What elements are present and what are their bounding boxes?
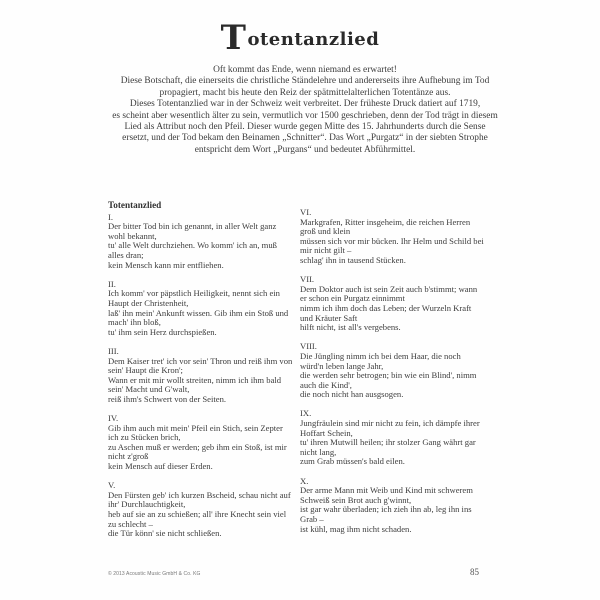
stanza xyxy=(300,342,525,400)
stanza-line: Schweiß sein Brot auch g'winnt, xyxy=(300,494,412,505)
stanza xyxy=(300,409,525,467)
stanza-line: die werden sehr betrogen; bin wie ein Blind', nimm xyxy=(300,370,477,381)
title-initial: T xyxy=(220,18,247,58)
stanza-line: Markgrafen, Ritter insgeheim, die reichen Herren xyxy=(300,216,471,227)
stanza-line: zum Grab müssen's bald eilen. xyxy=(300,456,405,467)
stanza-line: laß' ihn mein' Ankunft wissen. Gib ihm ein Stoß und xyxy=(108,307,289,318)
stanza-number: IX. xyxy=(300,408,312,419)
stanza-number: II. xyxy=(108,278,116,289)
page-title xyxy=(0,18,600,58)
stanza-line: nimm ich ihm doch das Leben; der Wurzeln Kraft xyxy=(300,302,472,313)
stanza-line: würd'n leben lange Jahr, xyxy=(300,360,384,371)
stanza-line: heb auf sie an zu schießen; all' ihre Knecht sein viel xyxy=(108,509,287,519)
stanza-line: ich zu Stücken brich, xyxy=(108,432,181,443)
stanza-line: tu' ihren Mutwill heilen; ihr stolzer Gang währt gar xyxy=(300,437,476,448)
stanza-line: alles dran; xyxy=(108,249,144,260)
stanza-line: nicht z'groß xyxy=(108,451,149,462)
stanza-line: nicht lang, xyxy=(300,446,337,457)
intro-line: entspricht dem Wort „Purgans“ und bedeutet Abführmittel. xyxy=(194,144,416,155)
stanza-line: Den Fürsten geb' ich kurzen Bscheid, schau nicht auf xyxy=(108,489,291,500)
stanza xyxy=(300,275,525,333)
stanza-line: Hoffart Schein, xyxy=(300,427,353,438)
stanza-line: tu' alle Welt durchziehen. Wo komm' ich an, muß xyxy=(108,240,277,251)
stanza-line: Wann er mit mir wollt streiten, nimm ich ihm bald xyxy=(108,374,282,385)
stanza-line: ist gar wahr überladen; ich zieh ihn ab, leg ihn ins xyxy=(300,504,472,515)
stanza-number: VIII. xyxy=(300,341,317,352)
stanza-line: Der arme Mann mit Weib und Kind mit schwerem xyxy=(300,485,473,496)
intro-line: propagiert, macht bis heute den Reiz der spätmittelalterlichen Totentänze aus. xyxy=(159,87,451,98)
intro-line: Diese Botschaft, die einerseits die christliche Ständelehre und andererseits ihre Aufhebung im Tod xyxy=(120,76,490,87)
stanza-line: sein' Haupt die Kron'; xyxy=(108,365,183,376)
stanza-line: Der bitter Tod bin ich genannt, in aller Welt ganz xyxy=(108,221,277,232)
stanza-line: zu Aschen muß er werden; geb ihm ein Stoß, ist mir xyxy=(108,441,287,452)
stanza-line: Ich komm' vor päpstlich Heiligkeit, nennt sich ein xyxy=(108,288,280,299)
stanza-line: ihr' Durchlauchtigkeit, xyxy=(108,499,186,510)
stanza-line: kein Mensch kann mir entfliehen. xyxy=(108,259,224,270)
stanza-line: Grab – xyxy=(300,514,324,524)
title-rest: otentanzlied xyxy=(247,29,380,50)
stanza-line: tu' ihm sein Herz durchspießen. xyxy=(108,326,217,337)
stanza-number: VII. xyxy=(300,274,315,285)
song-heading: Totentanzlied xyxy=(108,200,162,210)
stanza-line: Jungfräulein sind mir nicht zu fein, ich dämpfe ihrer xyxy=(300,418,480,429)
stanza-line: die Tür könn' sie nicht schließen. xyxy=(108,528,222,539)
stanza-line: Haupt der Christenheit, xyxy=(108,297,189,308)
stanza-line: kein Mensch auf dieser Erden. xyxy=(108,461,213,472)
stanza-line: schlag' ihn in tausend Stücken. xyxy=(300,254,406,265)
stanza-number: VI. xyxy=(300,207,312,217)
stanza-number: IV. xyxy=(108,413,119,424)
stanza-line: er schon ein Purgatz einnimmt xyxy=(300,293,405,304)
intro-paragraph xyxy=(80,65,530,156)
stanza-line: auch die Kind', xyxy=(300,379,352,390)
lyrics-right-column xyxy=(300,208,525,544)
stanza-line: wohl bekannt, xyxy=(108,230,157,241)
stanza-line: Die Jüngling nimm ich bei dem Haar, die noch xyxy=(300,350,461,361)
stanza-number: X. xyxy=(300,475,309,486)
intro-line: Dieses Totentanzlied war in der Schweiz weit verbreitet. Der früheste Druck datiert auf 1719, xyxy=(129,99,481,110)
stanza-line: Dem Doktor auch ist sein Zeit auch b'stimmt; wann xyxy=(300,283,478,294)
stanza-number: III. xyxy=(108,345,119,356)
stanza-line: müssen sich vor mir bücken. Ihr Helm und Schild bei xyxy=(300,235,484,246)
stanza-line: groß und klein xyxy=(300,226,351,237)
stanza-line: ist kühl, mag ihm nicht schaden. xyxy=(300,523,412,534)
intro-line: ersetzt, und der Tod bekam den Beinamen „Schnitter“. Das Wort „Purgatz“ in der siebten Strophe xyxy=(122,133,488,144)
stanza-line: Gib ihm auch mit mein' Pfeil ein Stich, sein Zepter xyxy=(108,422,283,433)
page-number: 85 xyxy=(470,567,479,577)
stanza-line: reiß ihm's Schwert von der Seiten. xyxy=(108,393,227,404)
stanza-line: die noch nicht han ausgsogen. xyxy=(300,389,404,400)
intro-line: Oft kommt das Ende, wenn niemand es erwartet! xyxy=(213,65,397,75)
stanza-line: hilft nicht, ist all's vergebens. xyxy=(300,322,401,333)
stanza-line: zu schlecht – xyxy=(108,518,153,529)
stanza-line: mach' ihn bloß, xyxy=(108,317,161,328)
stanza-number: I. xyxy=(108,211,114,222)
stanza xyxy=(300,477,525,535)
intro-line: Lied als Attribut noch den Pfeil. Dieser wurde gegen Mitte des 15. Jahrhunderts durch die Sense xyxy=(124,122,486,133)
stanza-line: sein' Macht und G'walt, xyxy=(108,384,190,395)
stanza-line: und Kräuter Saft xyxy=(300,312,358,323)
stanza xyxy=(300,208,525,266)
stanza-number: V. xyxy=(108,480,116,491)
stanza-line: Dem Kaiser tret' ich vor sein' Thron und reiß ihm von xyxy=(108,355,293,366)
copyright-notice: © 2013 Acoustic Music GmbH & Co. KG xyxy=(108,571,201,577)
intro-line: es scheint aber wesentlich älter zu sein, vermutlich vor 1500 geschrieben, denn der Tod trägt in diesem xyxy=(112,110,498,121)
stanza-line: mir nicht gilt – xyxy=(300,245,352,256)
